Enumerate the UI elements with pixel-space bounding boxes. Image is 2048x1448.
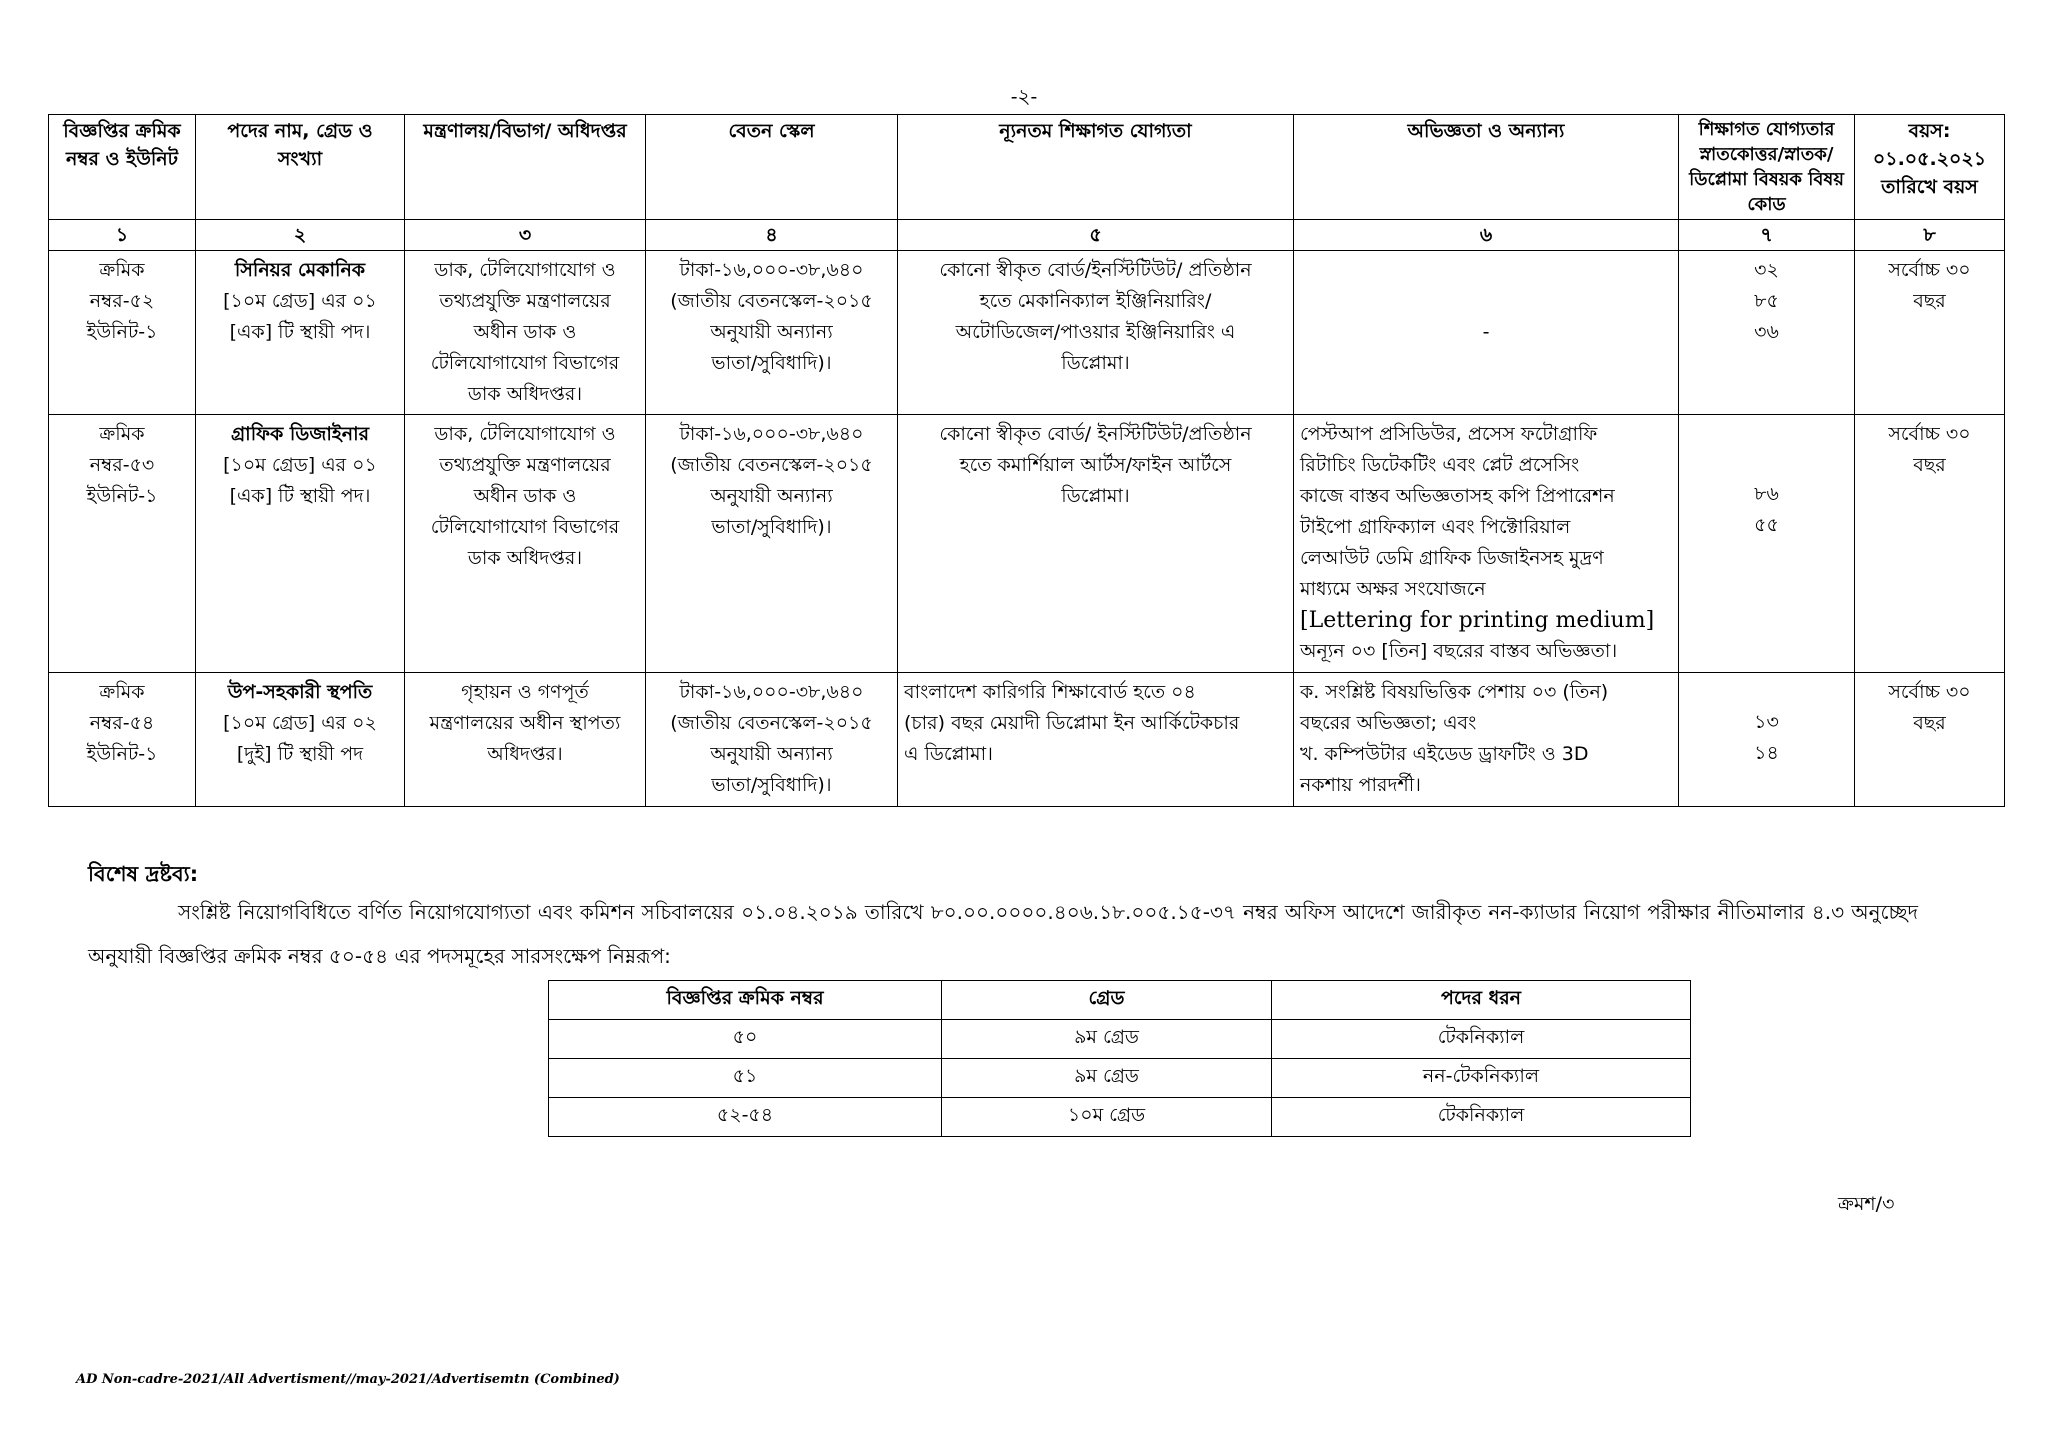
experience-cell: পেস্টআপ প্রসিডিউর, প্রসেস ফটোগ্রাফি রিটাচিং ডিটেকটিং এবং প্লেট প্রসেসিং কাজে বাস্তব অভিজ্ঞতাসহ কপি প্রিপারেশন টাইপো গ্রাফিক্যাল এবং পিক্টোরিয়াল লেআউট ডেমি গ্রাফিক ডিজাইনসহ মুদ্রণ মাধ্যমে অক্ষর সংযোজনে [Lettering for printing medium] অন্যূন ০৩ [তিন] বছরের বাস্তব অভিজ্ঞতা। — [1294, 415, 1679, 673]
ministry-cell: গৃহায়ন ও গণপূর্ত মন্ত্রণালয়ের অধীন স্থাপত্য অধিদপ্তর। — [405, 673, 646, 807]
header-pay-scale: বেতন স্কেল — [646, 115, 898, 220]
ministry-cell: ডাক, টেলিযোগাযোগ ও তথ্যপ্রযুক্তি মন্ত্রণালয়ের অধীন ডাক ও টেলিযোগাযোগ বিভাগের ডাক অধিদপ্তর। — [405, 415, 646, 673]
summary-cell: ৯ম গ্রেড — [942, 1020, 1272, 1059]
pay-scale-cell: টাকা-১৬,০০০-৩৮,৬৪০ (জাতীয় বেতনস্কেল-২০১৫ অনুযায়ী অন্যান্য ভাতা/সুবিধাদি)। — [646, 415, 898, 673]
serial-cell: ক্রমিক নম্বর-৫২ ইউনিট-১ — [49, 251, 196, 415]
age-cell: সর্বোচ্চ ৩০ বছর — [1855, 673, 2005, 807]
posts-table — [48, 114, 2005, 807]
summary-header-serial: বিজ্ঞপ্তির ক্রমিক নম্বর — [549, 981, 942, 1020]
pay-scale-cell: টাকা-১৬,০০০-৩৮,৬৪০ (জাতীয় বেতনস্কেল-২০১৫ অনুযায়ী অন্যান্য ভাতা/সুবিধাদি)। — [646, 251, 898, 415]
header-serial: বিজ্ঞপ্তির ক্রমিক নম্বর ও ইউনিট — [49, 115, 196, 220]
summary-cell: টেকনিক্যাল — [1272, 1020, 1691, 1059]
header-experience: অভিজ্ঞতা ও অন্যান্য — [1294, 115, 1679, 220]
note-paragraph: সংশ্লিষ্ট নিয়োগবিধিতে বর্ণিত নিয়োগযোগ্যতা এবং কমিশন সচিবালয়ের ০১.০৪.২০১৯ তারিখে ৮০.০০.০০০০.৪০৬.১৮.০০৫.১৫-৩৭ নম্বর অফিস আদেশে জারীকৃত নন-ক্যাডার নিয়োগ পরীক্ষার নীতিমালার ৪.৩ অনুচ্ছেদ অনুযায়ী বিজ্ঞপ্তির ক্রমিক নম্বর ৫০-৫৪ এর পদসমূহের সারসংক্ষেপ নিম্নরূপ: — [88, 900, 1918, 968]
summary-cell: নন-টেকনিক্যাল — [1272, 1059, 1691, 1098]
table-row — [49, 415, 2005, 673]
column-number: ৩ — [405, 220, 646, 251]
post-cell: উপ-সহকারী স্থপতি [১০ম গ্রেড] এর ০২ [দুই] টি স্থায়ী পদ — [196, 673, 405, 807]
qualification-cell: কোনো স্বীকৃত বোর্ড/ ইনস্টিটিউট/প্রতিষ্ঠান হতে কমার্শিয়াল আর্টস/ফাইন আর্টসে ডিপ্লোমা। — [898, 415, 1294, 673]
qualification-cell: কোনো স্বীকৃত বোর্ড/ইনস্টিটিউট/ প্রতিষ্ঠান হতে মেকানিক্যাল ইঞ্জিনিয়ারিং/ অটোডিজেল/পাওয়ার ইঞ্জিনিয়ারিং এ ডিপ্লোমা। — [898, 251, 1294, 415]
table-header-row — [49, 115, 2005, 220]
subject-code-cell: ১৩ ১৪ — [1679, 673, 1855, 807]
summary-row — [549, 1059, 1691, 1098]
post-title: সিনিয়র মেকানিক — [234, 259, 366, 281]
header-post: পদের নাম, গ্রেড ও সংখ্যা — [196, 115, 405, 220]
header-age: বয়স: ০১.০৫.২০২১ তারিখে বয়স — [1855, 115, 2005, 220]
page-number: -২- — [1010, 84, 1038, 108]
summary-header-row — [549, 981, 1691, 1020]
header-ministry: মন্ত্রণালয়/বিভাগ/ অধিদপ্তর — [405, 115, 646, 220]
header-qualification: ন্যূনতম শিক্ষাগত যোগ্যতা — [898, 115, 1294, 220]
column-number-row — [49, 220, 2005, 251]
summary-row — [549, 1020, 1691, 1059]
summary-header-type: পদের ধরন — [1272, 981, 1691, 1020]
header-subject-code: শিক্ষাগত যোগ্যতার স্নাতকোত্তর/স্নাতক/ ডিপ্লোমা বিষয়ক বিষয় কোড — [1679, 115, 1855, 220]
age-cell: সর্বোচ্চ ৩০ বছর — [1855, 415, 2005, 673]
summary-cell: ৫০ — [549, 1020, 942, 1059]
serial-cell: ক্রমিক নম্বর-৫৩ ইউনিট-১ — [49, 415, 196, 673]
subject-code-cell: ৩২ ৮৫ ৩৬ — [1679, 251, 1855, 415]
pay-scale-cell: টাকা-১৬,০০০-৩৮,৬৪০ (জাতীয় বেতনস্কেল-২০১৫ অনুযায়ী অন্যান্য ভাতা/সুবিধাদি)। — [646, 673, 898, 807]
column-number: ৮ — [1855, 220, 2005, 251]
summary-cell: ১০ম গ্রেড — [942, 1098, 1272, 1137]
qualification-cell: বাংলাদেশ কারিগরি শিক্ষাবোর্ড হতে ০৪ (চার) বছর মেয়াদী ডিপ্লোমা ইন আর্কিটেকচার এ ডিপ্লোমা। — [898, 673, 1294, 807]
subject-code-cell: ৮৬ ৫৫ — [1679, 415, 1855, 673]
summary-row — [549, 1098, 1691, 1137]
post-cell: সিনিয়র মেকানিক [১০ম গ্রেড] এর ০১ [এক] টি স্থায়ী পদ। — [196, 251, 405, 415]
column-number: ১ — [49, 220, 196, 251]
summary-table — [548, 980, 1691, 1137]
age-cell: সর্বোচ্চ ৩০ বছর — [1855, 251, 2005, 415]
serial-cell: ক্রমিক নম্বর-৫৪ ইউনিট-১ — [49, 673, 196, 807]
post-title: গ্রাফিক ডিজাইনার — [230, 423, 370, 445]
post-title: উপ-সহকারী স্থপতি — [227, 681, 373, 703]
column-number: ৬ — [1294, 220, 1679, 251]
experience-cell: ক. সংশ্লিষ্ট বিষয়ভিত্তিক পেশায় ০৩ (তিন) বছরের অভিজ্ঞতা; এবং খ. কম্পিউটার এইডেড ড্রাফটিং ও 3D নকশায় পারদর্শী। — [1294, 673, 1679, 807]
summary-cell: ৯ম গ্রেড — [942, 1059, 1272, 1098]
experience-cell: - — [1294, 251, 1679, 415]
summary-cell: টেকনিক্যাল — [1272, 1098, 1691, 1137]
summary-header-grade: গ্রেড — [942, 981, 1272, 1020]
continued-marker: ক্রমশ/৩ — [1838, 1193, 1895, 1215]
column-number: ২ — [196, 220, 405, 251]
note-heading: বিশেষ দ্রষ্টব্য: — [88, 862, 199, 886]
table-row — [49, 251, 2005, 415]
column-number: ৫ — [898, 220, 1294, 251]
footer-reference: AD Non-cadre-2021/All Advertisment//may-2021/Advertisemtn (Combined) — [76, 1372, 620, 1387]
table-row — [49, 673, 2005, 807]
ministry-cell: ডাক, টেলিযোগাযোগ ও তথ্যপ্রযুক্তি মন্ত্রণালয়ের অধীন ডাক ও টেলিযোগাযোগ বিভাগের ডাক অধিদপ্তর। — [405, 251, 646, 415]
english-note: [Lettering for printing medium] — [1300, 608, 1655, 633]
column-number: ৪ — [646, 220, 898, 251]
column-number: ৭ — [1679, 220, 1855, 251]
summary-cell: ৫২-৫৪ — [549, 1098, 942, 1137]
post-cell: গ্রাফিক ডিজাইনার [১০ম গ্রেড] এর ০১ [এক] টি স্থায়ী পদ। — [196, 415, 405, 673]
summary-cell: ৫১ — [549, 1059, 942, 1098]
